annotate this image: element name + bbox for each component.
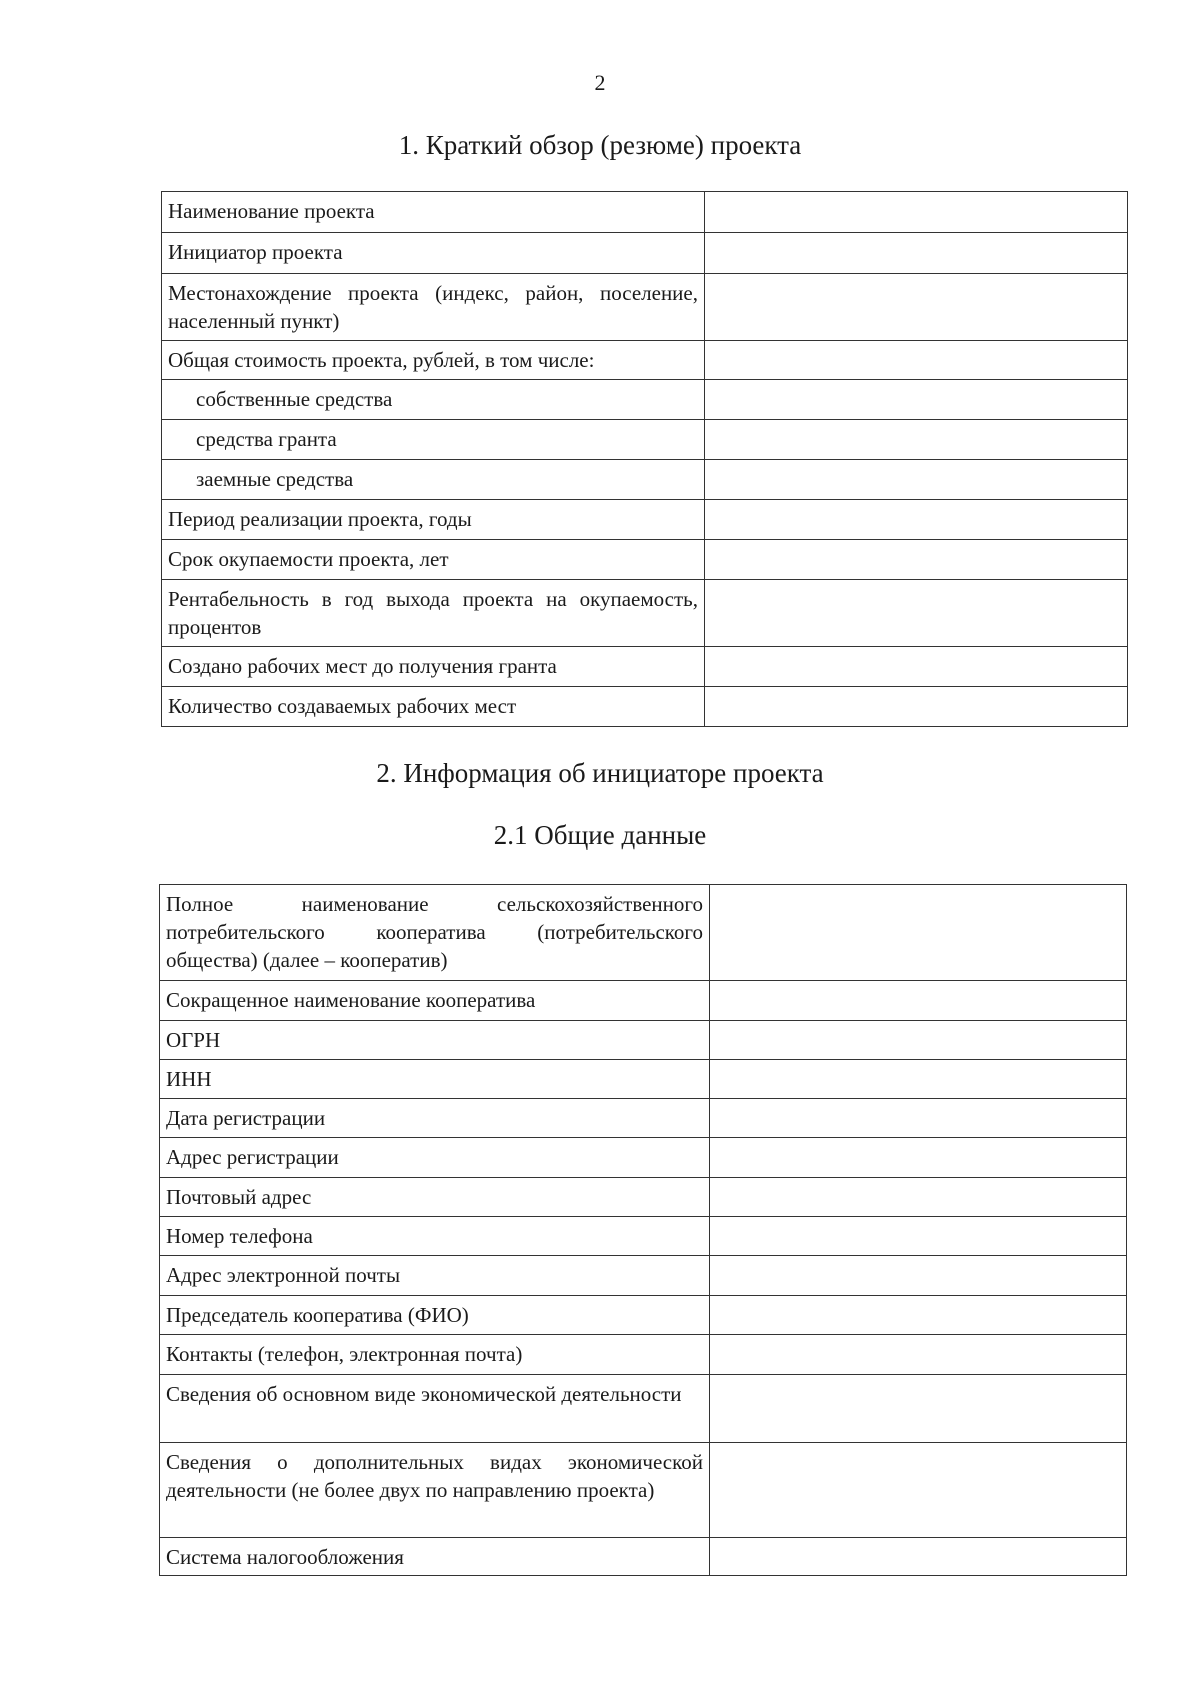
row-label (162, 420, 705, 460)
row-value-field[interactable] (710, 885, 1127, 981)
table-row (160, 1443, 1127, 1538)
table-row (162, 647, 1128, 687)
table-row (162, 233, 1128, 274)
row-value-field[interactable] (705, 580, 1128, 647)
row-label-indented: заемные средства (196, 467, 354, 491)
row-value-field[interactable] (705, 500, 1128, 540)
row-label: ИНН (160, 1060, 710, 1099)
row-label: Сведения о дополнительных видах экономической деятельности (не более двух по направлению проекта) (160, 1443, 710, 1538)
row-label-indented: средства гранта (196, 427, 337, 451)
table-row (160, 1335, 1127, 1375)
table-row (162, 192, 1128, 233)
row-value-field[interactable] (710, 1217, 1127, 1256)
table-row (162, 540, 1128, 580)
row-value-field[interactable] (710, 1443, 1127, 1538)
table-row (160, 1021, 1127, 1060)
table-row (160, 1375, 1127, 1443)
row-label: Полное наименование сельскохозяйственного потребительского кооператива (потребительского общества) (далее – кооператив) (160, 885, 710, 981)
table-row (162, 420, 1128, 460)
table-row (160, 1138, 1127, 1178)
row-label: Председатель кооператива (ФИО) (160, 1296, 710, 1335)
row-value-field[interactable] (705, 540, 1128, 580)
row-value-field[interactable] (710, 1256, 1127, 1296)
row-label: Количество создаваемых рабочих мест (162, 687, 705, 727)
section-1-title: 1. Краткий обзор (резюме) проекта (398, 130, 802, 160)
table-row (162, 341, 1128, 380)
row-label: Адрес электронной почты (160, 1256, 710, 1296)
row-label: Номер телефона (160, 1217, 710, 1256)
row-value-field[interactable] (710, 1060, 1127, 1099)
table-row (162, 500, 1128, 540)
table-row (162, 274, 1128, 341)
row-label: Адрес регистрации (160, 1138, 710, 1178)
row-label: Рентабельность в год выхода проекта на окупаемость, процентов (162, 580, 705, 647)
row-label: ОГРН (160, 1021, 710, 1060)
table-row (162, 580, 1128, 647)
table-row (162, 380, 1128, 420)
initiator-info-table (159, 884, 1127, 1576)
row-label (162, 460, 705, 500)
table-row (160, 1099, 1127, 1138)
row-value-field[interactable] (710, 1138, 1127, 1178)
row-label: Инициатор проекта (162, 233, 705, 274)
table-row (160, 981, 1127, 1021)
row-value-field[interactable] (705, 341, 1128, 380)
table-row (160, 1178, 1127, 1217)
row-label: Срок окупаемости проекта, лет (162, 540, 705, 580)
row-label: Период реализации проекта, годы (162, 500, 705, 540)
table-row (160, 1538, 1127, 1576)
row-value-field[interactable] (705, 460, 1128, 500)
row-label-indented: собственные средства (196, 387, 393, 411)
row-value-field[interactable] (705, 233, 1128, 274)
row-value-field[interactable] (710, 1335, 1127, 1375)
row-label: Наименование проекта (162, 192, 705, 233)
row-value-field[interactable] (705, 380, 1128, 420)
table-row (160, 1296, 1127, 1335)
table-row (160, 1217, 1127, 1256)
project-summary-table (161, 191, 1128, 727)
row-label: Почтовый адрес (160, 1178, 710, 1217)
row-label: Сокращенное наименование кооператива (160, 981, 710, 1021)
section-2-title: 2. Информация об инициаторе проекта (376, 758, 824, 788)
row-value-field[interactable] (710, 1178, 1127, 1217)
row-label: Сведения об основном виде экономической деятельности (160, 1375, 710, 1443)
row-label: Контакты (телефон, электронная почта) (160, 1335, 710, 1375)
row-value-field[interactable] (705, 192, 1128, 233)
row-value-field[interactable] (710, 1296, 1127, 1335)
table-row (162, 687, 1128, 727)
row-value-field[interactable] (710, 1375, 1127, 1443)
row-label: Местонахождение проекта (индекс, район, поселение, населенный пункт) (162, 274, 705, 341)
row-value-field[interactable] (705, 420, 1128, 460)
row-label: Общая стоимость проекта, рублей, в том числе: (162, 341, 705, 380)
row-value-field[interactable] (705, 647, 1128, 687)
table-row (160, 885, 1127, 981)
table-row (162, 460, 1128, 500)
row-value-field[interactable] (705, 274, 1128, 341)
row-label: Создано рабочих мест до получения гранта (162, 647, 705, 687)
row-value-field[interactable] (710, 1538, 1127, 1576)
table-row (160, 1256, 1127, 1296)
row-label (162, 380, 705, 420)
row-value-field[interactable] (705, 687, 1128, 727)
row-value-field[interactable] (710, 1099, 1127, 1138)
row-value-field[interactable] (710, 981, 1127, 1021)
row-value-field[interactable] (710, 1021, 1127, 1060)
row-label: Система налогообложения (160, 1538, 710, 1576)
row-label: Дата регистрации (160, 1099, 710, 1138)
page-number: 2 (594, 70, 606, 95)
section-2-1-title: 2.1 Общие данные (493, 820, 707, 850)
table-row (160, 1060, 1127, 1099)
